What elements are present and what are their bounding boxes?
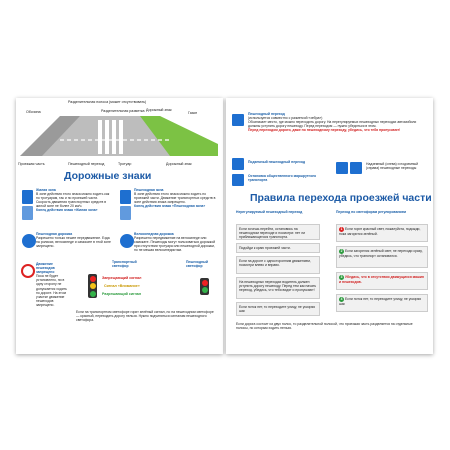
bike-path-text: Разрешено передвижение на велосипеде или самокате. Пешеходы могут пользоваться дорожкой при отсутствии тротуара или пешеходной дорожки, но не мешая велосипедистам.	[134, 236, 216, 253]
ped-zone-end-icon	[120, 206, 131, 220]
living-zone-sign-icon	[22, 190, 33, 204]
right-step-4-text: Если поток нет, то переходите улицу, не ускоряя шаг.	[339, 297, 422, 306]
living-zone-end: Конец действия знака «Жилая зона»	[36, 208, 98, 213]
ped-zone-sign-icon	[120, 190, 131, 204]
ped-path-title: Пешеходная дорожка	[36, 232, 73, 236]
label-median: Разделительная полоса (может отсутствовать)	[68, 100, 147, 104]
living-zone-title: Жилая зона	[36, 188, 56, 192]
overpass-title: Надземный (слева) и подземный (справа) пешеходные переходы	[366, 162, 418, 171]
crossing-subtitle: (используется совместно с разметкой «зебра»)	[248, 116, 323, 121]
right-step-2-text: Если загорелся зелёный свет, не переходи сразу, убедись, что транспорт остановился.	[339, 249, 423, 258]
col-left-title: Нерегулируемый пешеходный переход	[236, 210, 303, 214]
right-step-3: 3 Убедись, что в отсутствии движущихся машин и пешеходов.	[336, 272, 428, 290]
right-bottom-note: Если дорога состоит из двух полос, то разделительной полосой, что проезжая часть разделяется на отдельные полосы, по которым ходить нельзя.	[236, 322, 413, 331]
traffic-light-title: Транспортный светофор	[112, 260, 137, 269]
right-step-4: 4 Если поток нет, то переходите улицу, не ускоряя шаг.	[336, 294, 428, 312]
right-step-1: 1 Если горит красный свет, пожалуйста, подожди, пока загорится зелёный.	[336, 224, 428, 242]
ped-light-title: Пешеходный светофор	[186, 260, 208, 269]
label-roadway: Проезжая часть	[18, 162, 45, 166]
signal-red: Запрещающий сигнал	[102, 276, 142, 280]
left-step-4: На пешеходных переходах водитель должен уступить дорогу пешеходу. Перед тем как начать переход, убедись, что тебя видят и пропускают!	[236, 277, 320, 299]
underground-title: Подземный пешеходный переход	[248, 160, 305, 164]
ped-light-icon	[200, 278, 209, 295]
right-page	[226, 98, 433, 354]
right-step-3-text: Убедись, что в отсутствии движущихся машин и пешеходов.	[339, 275, 424, 284]
label-ped-crossing: Пешеходный переход	[68, 162, 105, 166]
left-bottom-note: Если на транспортном светофоре горит зелёный сигнал, но на пешеходном светофоре — красный, переходить дорогу нельзя. Нужно подчиняться сигналам пешеходного светофора.	[76, 310, 214, 323]
label-road-sign: Дорожный знак	[146, 108, 172, 112]
ped-zone-text: В зоне действия этого знака можно ходить по проезжей части. Движение транспортных средств в зоне действия знака запрещено.	[134, 192, 216, 205]
ped-path-sign-icon	[22, 234, 36, 248]
signal-yellow: Сигнал «Внимание»	[104, 284, 140, 288]
left-page	[16, 98, 223, 354]
ped-zone-title: Пешеходная зона	[134, 188, 164, 192]
underground-sign-icon	[232, 158, 244, 170]
right-step-2: 2 Если загорелся зелёный свет, не переходи сразу, убедись, что транспорт остановился.	[336, 246, 428, 268]
crossing-warn: Перед переходом дороги, даже по пешеходному переходу, убедись, что тебя пропускают!	[248, 128, 401, 133]
road-illustration	[20, 110, 218, 156]
section-title-rules: Правила перехода проезжей части	[250, 192, 432, 204]
left-step-1: Если хочешь перейти, остановись на пешеходном переходе и посмотри: нет ли приближающегося транспорта.	[236, 224, 320, 240]
crossing-sign-icon	[232, 114, 244, 126]
left-step-3: Если на дороге с односторонним движением, посмотри влево и вправо.	[236, 256, 320, 274]
label-shoulder: Обочина	[26, 110, 41, 114]
crossing-text: Обозначает место, где можно переходить дорогу. На нерегулируемых пешеходных переходах автомобили должны уступить дорогу пешеходу. Перед переходом — нужно убедиться в этом.	[248, 120, 417, 129]
living-zone-text: В зоне действия этого знака можно ходить как по тротуарам, так и по проезжей части. Скорость движения транспортных средств в жилой зоне не более 20 км/ч.	[36, 192, 110, 209]
section-title-signs: Дорожные знаки	[64, 170, 152, 182]
ped-zone-end: Конец действия знака «Пешеходная зона»	[134, 204, 206, 209]
signal-green: Разрешающий сигнал	[102, 292, 142, 296]
bike-path-sign-icon	[120, 234, 134, 248]
label-road-sign-2: Дорожный знак	[166, 162, 192, 166]
bus-stop-sign-icon	[232, 174, 244, 186]
label-lawn: Газон	[188, 111, 198, 115]
no-peds-title: Движение пешеходов запрещено	[36, 262, 55, 275]
bike-path-title: Велосипедная дорожка	[134, 232, 174, 236]
living-zone-end-icon	[22, 206, 33, 220]
right-step-1-text: Если горит красный свет, пожалуйста, подожди, пока загорится зелёный.	[339, 227, 421, 236]
crossing-title: Пешеходный переход	[248, 112, 285, 116]
traffic-light-icon	[88, 274, 97, 298]
label-divider: Разделительная разметка	[101, 109, 145, 113]
no-peds-text: Пока не будет установлено, ни в одну сторону не допускается ходить по дороге. На этом участке движение пешеходов запрещено.	[36, 274, 67, 307]
overpass-sign-icon	[336, 162, 348, 174]
no-pedestrians-sign-icon	[21, 264, 35, 278]
underpass-sign-icon	[350, 162, 362, 174]
col-right-title: Переход по светофорам регулированием	[336, 210, 407, 214]
left-step-5: Если поток нет, то переходите улицу, не ускоряя шаг.	[236, 302, 320, 316]
stop-title: Остановка общественного маршрутного транспорта	[248, 174, 317, 183]
ped-path-text: Разрешено только пешее передвижение. Езда на роликах, велосипеде и самокате в этой зоне запрещено.	[36, 236, 111, 249]
label-sidewalk: Тротуар	[118, 162, 132, 166]
left-step-2: Подойди к краю проезжей части.	[236, 243, 320, 253]
